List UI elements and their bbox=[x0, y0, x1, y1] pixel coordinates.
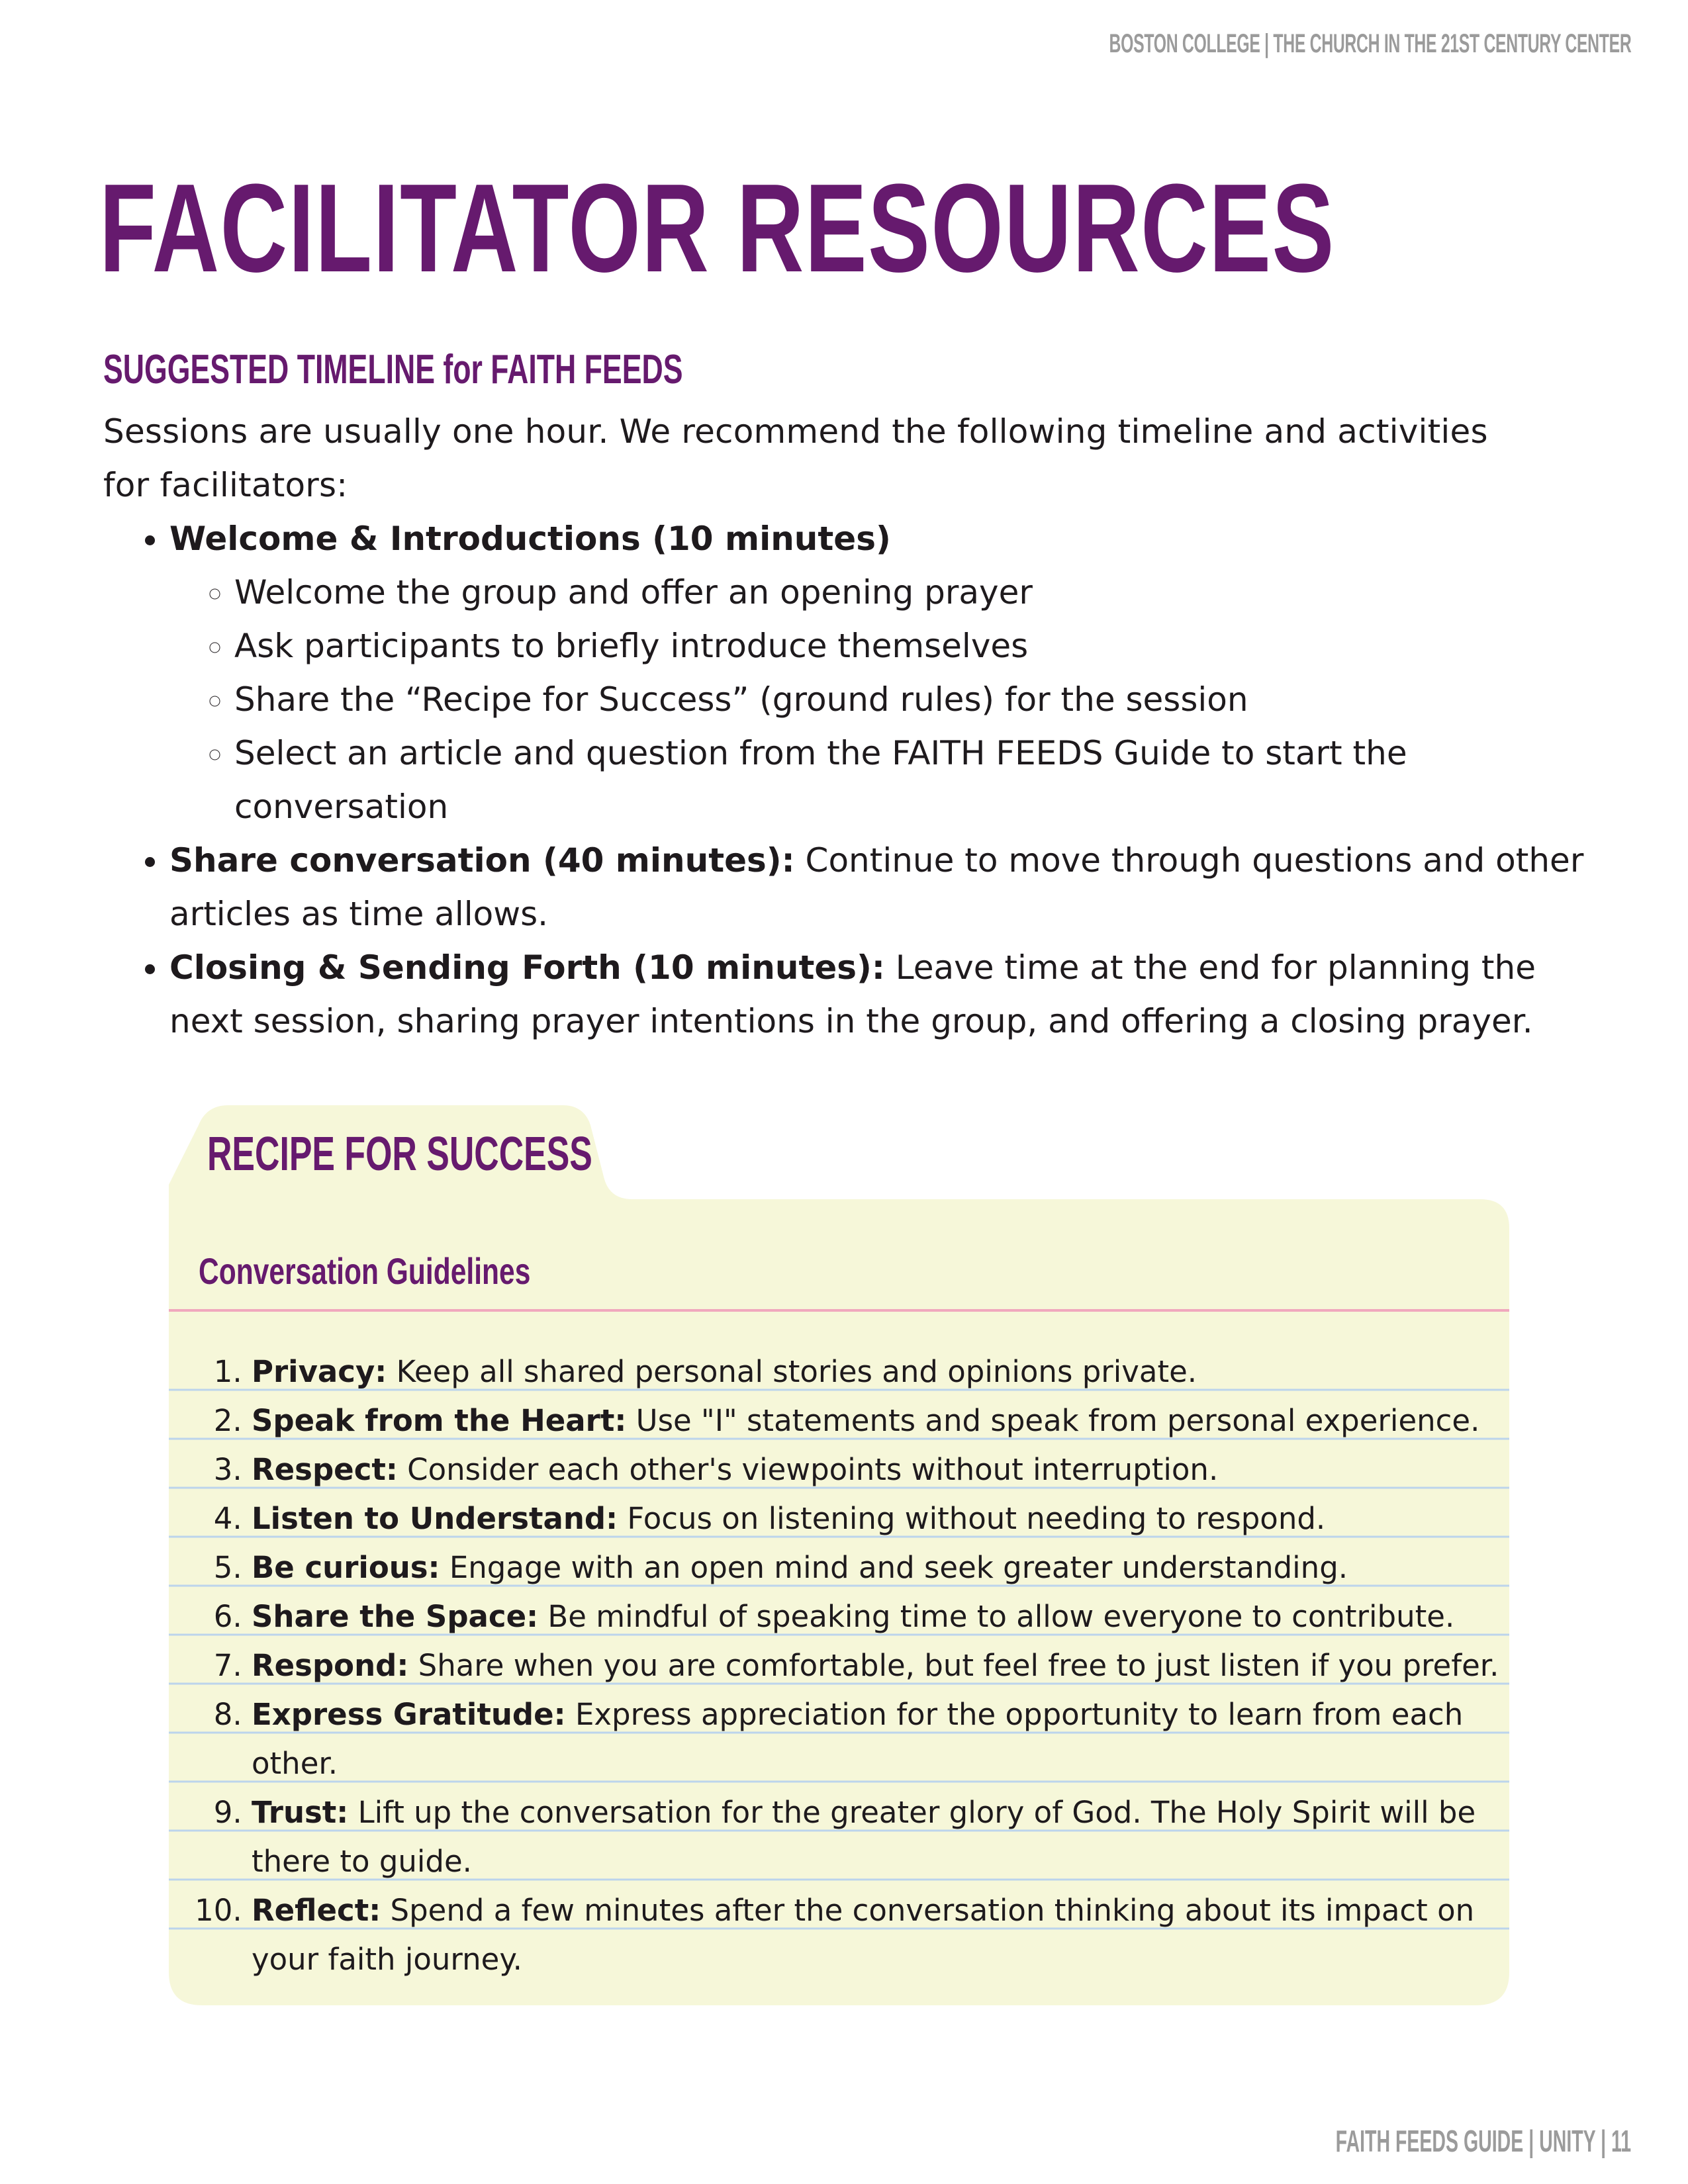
timeline-subitem: ◦ Ask participants to briefly introduce themselves bbox=[234, 619, 1593, 673]
guideline-item bbox=[252, 1592, 1542, 1641]
timeline-heading: SUGGESTED TIMELINE for FAITH FEEDS bbox=[103, 347, 683, 392]
timeline-subitem: ◦ Share the “Recipe for Success” (ground rules) for the session bbox=[234, 673, 1593, 727]
guideline-label: Respond: bbox=[252, 1648, 409, 1683]
page-footer: FAITH FEEDS GUIDE | UNITY | 11 bbox=[1335, 2124, 1631, 2158]
timeline-item-label: Share conversation (40 minutes): bbox=[169, 841, 795, 880]
guideline-item bbox=[252, 1396, 1542, 1445]
guideline-text: Lift up the conversation for the greater glory of God. The Holy Spirit will be there to guide. bbox=[252, 1795, 1476, 1879]
guideline-text: Focus on listening without needing to respond. bbox=[618, 1501, 1326, 1536]
guideline-label: Express Gratitude: bbox=[252, 1697, 566, 1732]
timeline-item-label: Closing & Sending Forth (10 minutes): bbox=[169, 948, 885, 987]
guideline-item bbox=[252, 1886, 1542, 1984]
guideline-item bbox=[252, 1494, 1542, 1543]
guideline-text: Engage with an open mind and seek greater understanding. bbox=[440, 1550, 1348, 1585]
guidelines-heading: Conversation Guidelines bbox=[199, 1250, 531, 1292]
guideline-text: Use "I" statements and speak from personal experience. bbox=[626, 1403, 1480, 1438]
guideline-text: Express appreciation for the opportunity to learn from each other. bbox=[252, 1697, 1464, 1781]
guidelines-list bbox=[199, 1347, 1542, 1984]
guideline-label: Share the Space: bbox=[252, 1599, 539, 1634]
guideline-item bbox=[252, 1788, 1542, 1886]
guideline-item bbox=[252, 1543, 1542, 1592]
guideline-text: Be mindful of speaking time to allow everyone to contribute. bbox=[538, 1599, 1455, 1634]
timeline-item-text: Continue to move through questions and other articles as time allows. bbox=[169, 841, 1584, 933]
guideline-label: Trust: bbox=[252, 1795, 349, 1830]
timeline-subitem: ◦ Select an article and question from the FAITH FEEDS Guide to start the conversation bbox=[234, 727, 1593, 834]
guideline-label: Respect: bbox=[252, 1452, 398, 1487]
guideline-item bbox=[252, 1347, 1542, 1396]
guideline-text: Spend a few minutes after the conversation thinking about its impact on your faith journey. bbox=[252, 1893, 1475, 1977]
guideline-text: Consider each other's viewpoints without interruption. bbox=[397, 1452, 1219, 1487]
timeline-item-label: Welcome & Introductions (10 minutes) bbox=[169, 520, 891, 558]
guideline-label: Listen to Understand: bbox=[252, 1501, 618, 1536]
guideline-label: Privacy: bbox=[252, 1354, 387, 1389]
guideline-item bbox=[252, 1690, 1542, 1788]
guideline-item bbox=[252, 1445, 1542, 1494]
guideline-text: Share when you are comfortable, but feel free to just listen if you prefer. bbox=[408, 1648, 1499, 1683]
guideline-label: Speak from the Heart: bbox=[252, 1403, 627, 1438]
guideline-item bbox=[252, 1641, 1542, 1690]
recipe-title: RECIPE FOR SUCCESS bbox=[207, 1128, 592, 1181]
guideline-text: Keep all shared personal stories and opinions private. bbox=[387, 1354, 1197, 1389]
page-title: FACILITATOR RESOURCES bbox=[99, 158, 1335, 298]
timeline-item-text: Leave time at the end for planning the next session, sharing prayer intentions in the group, and offering a closing prayer. bbox=[169, 948, 1536, 1040]
guideline-label: Reflect: bbox=[252, 1893, 381, 1928]
timeline-intro: Sessions are usually one hour. We recommend the following timeline and activities for facilitators: bbox=[103, 412, 1488, 504]
guideline-label: Be curious: bbox=[252, 1550, 440, 1585]
running-header: BOSTON COLLEGE | THE CHURCH IN THE 21ST CENTURY CENTER bbox=[1109, 29, 1631, 58]
timeline-subitem: ◦ Welcome the group and offer an opening prayer bbox=[234, 566, 1593, 619]
